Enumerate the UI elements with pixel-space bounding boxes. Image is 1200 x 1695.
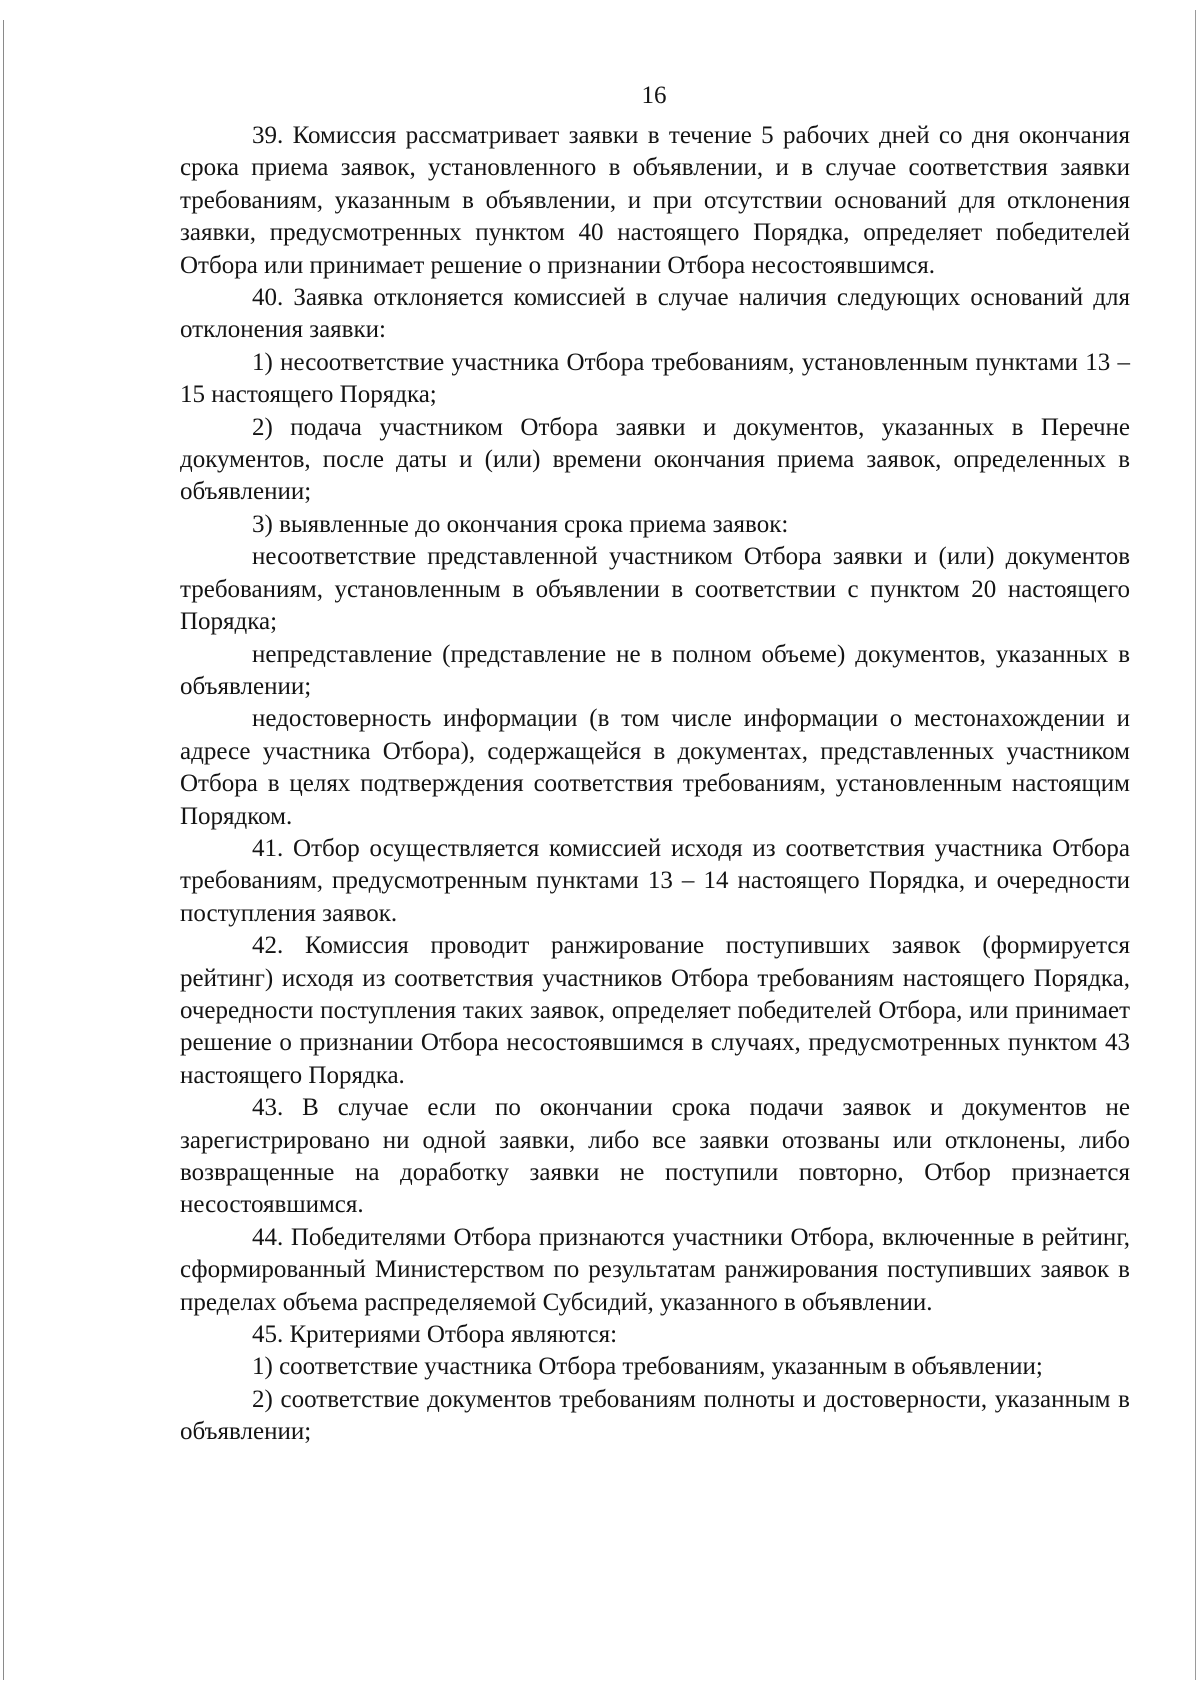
paragraph-45-item-2: 2) соответствие документов требованиям полноты и достоверности, указанным в объявлении;: [180, 1385, 1130, 1446]
paragraph-39: 39. Комиссия рассматривает заявки в течение 5 рабочих дней со дня окончания срока приема заявок, установленного в объявлении, и в случае соответствия заявки требованиям, указанным в объявлении, и при отсутствии оснований для отклонения заявки, предусмотренных пунктом 40 настоящего Порядка, определяет победителей Отбора или принимает решение о признании Отбора несостоявшимся.: [180, 122, 1130, 279]
paragraph-40-item-3-sub-3: недостоверность информации (в том числе информации о местонахождении и адресе участника Отбора), содержащейся в документах, представленных участником Отбора в целях подтверждения соответствия требованиям, установленным настоящим Порядком.: [180, 705, 1130, 830]
paragraph-40-item-3: 3) выявленные до окончания срока приема заявок:: [252, 510, 789, 538]
paragraph-45-item-1: 1) соответствие участника Отбора требованиям, указанным в объявлении;: [252, 1353, 1043, 1381]
scan-edge-left: [3, 20, 4, 1680]
paragraph-43: 43. В случае если по окончании срока подачи заявок и документов не зарегистрировано ни одной заявки, либо все заявки отозваны или отклонены, либо возвращенные на доработку заявки не поступили повторно, Отбор признается несостоявшимся.: [180, 1094, 1130, 1219]
paragraph-40-item-3-sub-2: непредставление (представление не в полном объеме) документов, указанных в объявлении;: [180, 640, 1130, 700]
document-body: [180, 120, 1130, 1449]
paragraph-41: 41. Отбор осуществляется комиссией исходя из соответствия участника Отбора требованиям, предусмотренным пунктами 13 – 14 настоящего Порядка, и очередности поступления заявок.: [180, 834, 1130, 927]
paragraph-40-item-1: 1) несоответствие участника Отбора требованиям, установленным пунктами 13 – 15 настоящего Порядка;: [180, 348, 1130, 409]
scan-edge-right: [1195, 10, 1196, 1680]
paragraph-45: 45. Критериями Отбора являются:: [252, 1321, 618, 1349]
paragraph-40-item-2: 2) подача участником Отбора заявки и документов, указанных в Перечне документов, после даты и (или) времени окончания приема заявок, определенных в объявлении;: [180, 413, 1130, 506]
paragraph-42: 42. Комиссия проводит ранжирование поступивших заявок (формируется рейтинг) исходя из соответствия участников Отбора требованиям настоящего Порядка, очередности поступления таких заявок, определяет победителей Отбора, или принимает решение о признании Отбора несостоявшимся в случаях, предусмотренных пунктом 43 настоящего Порядка.: [180, 932, 1130, 1089]
paragraph-40: 40. Заявка отклоняется комиссией в случае наличия следующих оснований для отклонения заявки:: [180, 284, 1130, 344]
paragraph-40-item-3-sub-1: несоответствие представленной участником Отбора заявки и (или) документов требованиям, установленным в объявлении в соответствии с пунктом 20 настоящего Порядка;: [180, 543, 1130, 636]
page-number: 16: [641, 82, 667, 109]
paragraph-44: 44. Победителями Отбора признаются участники Отбора, включенные в рейтинг, сформированный Министерством по результатам ранжирования поступивших заявок в пределах объема распределяемой Субсидий, указанного в объявлении.: [180, 1223, 1130, 1316]
